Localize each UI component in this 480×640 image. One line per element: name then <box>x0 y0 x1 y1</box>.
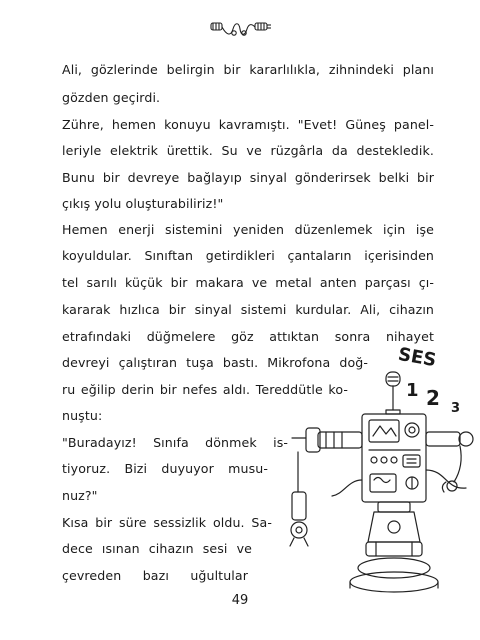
illustration-count-3: 3 <box>451 401 461 416</box>
body-text-line: koyuldular. Sınıftan getirdikleri çantaların içerisinden <box>62 248 434 263</box>
body-text-line: çıkış yolu oluşturabiliriz!" <box>62 196 224 211</box>
robot-radio-illustration <box>270 370 480 595</box>
body-text-line: Zühre, hemen konuyu kavramıştı. "Evet! Güneş panel- <box>62 117 434 132</box>
body-text-line: gözden geçirdi. <box>62 90 161 105</box>
body-text-line: ru eğilip derin bir nefes aldı. Tereddütle ko- <box>62 382 348 397</box>
illustration-count-2: 2 <box>426 386 440 410</box>
body-text-line: "Buradayız! Sınıfa dönmek is- <box>62 435 288 450</box>
body-text-line: Kısa bir süre sessizlik oldu. Sa- <box>62 515 272 530</box>
body-text-line: Hemen enerji sistemini yeniden düzenlemek için işe <box>62 222 434 237</box>
body-text-line: tel sarılı küçük bir makara ve metal anten parçası çı- <box>62 275 434 290</box>
body-text-line: Ali, gözlerinde belirgin bir kararlılıkla, zihnindeki planı <box>62 62 434 77</box>
body-text-line: leriyle elektrik ürettik. Su ve rüzgârla da destekledik. <box>62 143 434 158</box>
body-text-line: tiyoruz. Bizi duyuyor musu- <box>62 461 268 476</box>
body-text-line: dece ısınan cihazın sesi ve <box>62 541 252 556</box>
page-number: 49 <box>231 593 249 608</box>
illustration-count-1: 1 <box>406 380 419 401</box>
body-text-line: nuştu: <box>62 408 103 423</box>
body-text-line: çevreden bazı uğultular <box>62 568 248 583</box>
body-text-line: etrafındaki düğmelere göz attıktan sonra nihayet <box>62 329 434 344</box>
body-text-line: devreyi çalıştıran tuşa bastı. Mikrofona doğ- <box>62 355 368 370</box>
body-text-line: kararak hızlıca bir sinyal sistemi kurdular. Ali, cihazın <box>62 302 434 317</box>
illustration-ses-label: SES <box>396 343 438 372</box>
body-text-line: nuz?" <box>62 488 98 503</box>
chapter-ornament-icon <box>205 14 275 42</box>
body-text-line: Bunu bir devreye bağlayıp sinyal gönderirsek belki bir <box>62 170 434 185</box>
